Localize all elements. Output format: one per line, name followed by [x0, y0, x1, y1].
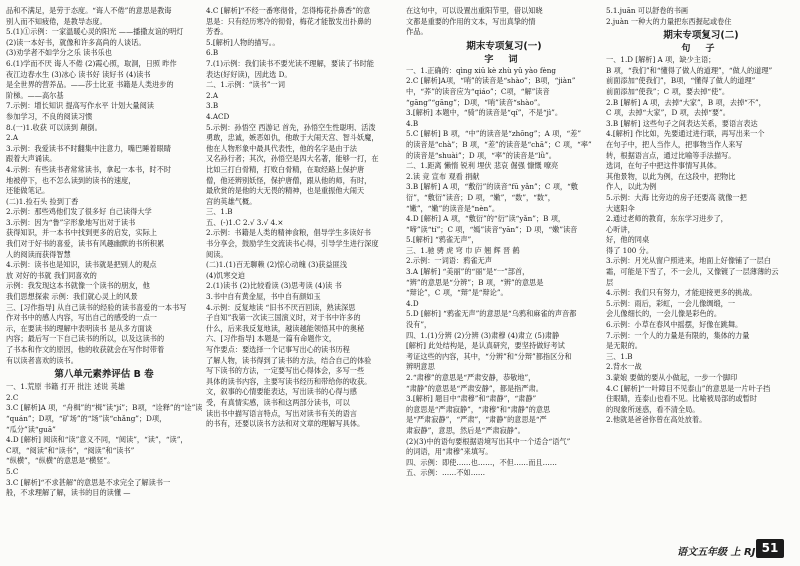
- text-line: 辨明意思: [406, 362, 435, 372]
- text-line: 一、1.D [解析] A 项，缺少主语；: [606, 55, 716, 65]
- text-line: 没有”，: [406, 320, 432, 330]
- text-line: 4.示例：读书也是知识，读书就是把别人的观点: [6, 260, 157, 270]
- text-line: 的意思是“严肃寂静”，“肃穆”和“肃静”的意思: [406, 404, 551, 414]
- text-line: 三、1.B: [206, 207, 233, 217]
- text-line: 的词语，用“肃穆”来填写。: [406, 447, 493, 457]
- text-line: 心听讲，: [606, 224, 635, 234]
- column-3: [406, 6, 602, 530]
- section-subtitle: 句 子: [681, 44, 721, 55]
- text-line: 文，叙事的心情要能表达，写出读书的心得与感: [206, 387, 357, 397]
- text-line: 四、1.(1)分辨 (2)分辨 (3)肃穆 (4)肃立 (5)肃静: [406, 330, 560, 340]
- text-line: 写作要点：要选择一个记事写出心的读书历程: [206, 345, 350, 354]
- text-line: 5.示例：孙悟空 西游记 首先，孙悟空生性聪明、活泼: [206, 122, 376, 132]
- text-line: 阅读。: [206, 249, 228, 259]
- text-line: 3.C [解析]A 项，“舟楫”的“楫”读“jí”；B项，“诠释”的“诠”读: [6, 403, 202, 413]
- text-line: (二)1.(1)百无聊赖 (2)惊心动魄 (3)获益匪浅: [206, 260, 348, 270]
- text-line: 2.通过老师的教育，东东学习进步了，: [606, 214, 728, 224]
- text-line: 勇敢，忠诚，嫉恶如仇，他敢于大闹天宫、智斗妖魔，: [206, 133, 379, 143]
- text-line: 在句子中，把人当作人，把事物当作人来写: [606, 139, 743, 149]
- text-line: C项，“阅读”和“读书”，“阅读”和“读书”: [6, 445, 135, 455]
- text-line: 5.1.juān 可以舒卷的书画: [606, 6, 689, 15]
- text-line: 了解人物，读书得到了读书的方法，结合自己的体验: [206, 355, 372, 365]
- text-line: 别人而不知疲倦，是教导态度。: [6, 16, 107, 26]
- text-line: 前面添加“使我们”，B项，“懂得了做人的道理”: [606, 76, 756, 86]
- text-line: 前面添加“使我”；C 项，要去掉“使”。: [606, 86, 730, 96]
- text-line: “辩论”，C 项，“辩”是“辩论”。: [406, 288, 508, 298]
- text-line: 内容；最后写一下自己读书的所以，以及这读书的: [6, 334, 165, 344]
- text-line: 2.示例：书籍是人类的精神食粮，倡导学生多读好书: [206, 228, 371, 238]
- text-line: 3.蒙娘 要做的要从小做起，一步一个脚印: [606, 373, 738, 382]
- text-line: 又名孙行者；其次，孙悟空是四大名著，能够一打，在: [206, 154, 379, 164]
- text-line: 会儿像细长的，一会儿像是彩色的。: [606, 309, 722, 319]
- text-line: 转，根据语言点，通过比喻等手法描写。: [606, 150, 736, 160]
- section-title: 期末专项复习(二): [663, 30, 739, 42]
- text-line: 获得知识，并一本书中找到更多的启发，实际上: [6, 228, 157, 238]
- text-line: 3.[解析] 题目中“肃穆”和“肃静”，“肃静”: [406, 394, 537, 404]
- text-line: 一、1.荒原 书籍 打开 批注 述说 英雄: [6, 382, 125, 392]
- text-line: 6.B: [206, 48, 219, 58]
- text-line: 受，有真情实感，读书和这两部分读书，可以: [206, 397, 350, 407]
- text-line: 5.示例：大海 比旁边的房子还要高 就像一把: [606, 192, 747, 202]
- text-line: “瓜分”读“guā”: [6, 424, 56, 434]
- text-line: 3.示例：月光从窗户照进来，地面上好像铺了一层白: [606, 256, 771, 266]
- text-line: 宫的英雄气概。: [206, 196, 257, 206]
- text-line: 2.“肃穆”的意思是“严肃安静，恭敬地”，: [406, 373, 536, 382]
- text-line: (4)饥寒交迫: [206, 270, 245, 280]
- text-line: 读出书中描写语言特点，写出对读书有关的语言: [206, 408, 357, 418]
- text-line: 好，他的同桌: [606, 235, 650, 245]
- text-line: 我们对于好书的喜爱，读书有风趣幽默的书所积累: [6, 239, 165, 249]
- text-line: 2.(1)读书 (2)比较看读 (3)思考读 (4)读 书: [206, 281, 342, 291]
- text-line: 5.D [解析] “鸦雀无声”的意思是“乌鸦和麻雀的声音都: [406, 309, 577, 319]
- text-line: 5.示例：雨后，彩虹，一会儿像绸缎，一: [606, 298, 736, 308]
- text-line: 考证这些的内容，其中，“分辨”和“分辩”都指区分和: [406, 351, 572, 361]
- text-line: 在这句中，可以设置出重阳节里，借以知晓: [406, 6, 543, 15]
- text-line: 2.C: [6, 392, 19, 402]
- text-line: 4.B: [406, 118, 419, 128]
- text-line: 作对书中的感人内容，写出自己的感受的一点一: [6, 313, 157, 323]
- text-line: 3.C [解析]“不求甚解”的意思是不求完全了解读书一: [6, 477, 171, 487]
- text-line: 大遮阳伞: [606, 203, 635, 213]
- text-line: “嫩”，“嫩”的读音是“nèn”。: [406, 203, 500, 213]
- text-line: 示例：我发现这本书就像一个读书的朋友，他: [6, 281, 150, 291]
- text-line: 的现象所迷惑，看不清全局。: [606, 404, 700, 414]
- section-title: 期末专项复习(一): [466, 40, 542, 52]
- text-line: 示，在要读书的理解中表明读书 是从多方面谈: [6, 323, 153, 333]
- text-line: 参加学习，不良的阅读习惯: [6, 111, 93, 121]
- text-line: 4.D [解析] 阅读和“读”意义不同，“阅读”，“读”，“读”，: [6, 435, 188, 445]
- text-line: 他在人物形象中最具代表性，他的名字是由于法: [206, 143, 357, 153]
- text-line: 的读音是“shuài”；D 项，“率”的读音是“lǜ”。: [406, 150, 556, 160]
- text-line: 了书本和作文的原因，他的收获就会在写作时带着: [6, 345, 165, 354]
- section-subtitle: 字 词: [484, 54, 524, 65]
- text-line: 二、1.距离 懒惰 锐利 埋伏 悲哀 倔强 慷慨 嘹亮: [406, 161, 559, 171]
- text-line: 最欣赏的是他的大无畏的精神，也是重振他大闹天: [206, 186, 365, 196]
- text-line: 7.示例：增长知识 提高写作水平 计划大量阅读: [6, 101, 154, 111]
- text-line: 3.示例：因为“鲁”字形象地写出对于读书: [6, 217, 136, 227]
- text-line: 表达(好好读)，因此选 D。: [206, 69, 292, 79]
- text-line: 是全世界的营养品。——莎士比亚 书籍是人类进步的: [6, 80, 174, 90]
- text-line: 文都是重要的作用的文本，写出真挚的情: [406, 16, 536, 26]
- text-line: 5.[解析] “鸦雀无声”，: [406, 235, 479, 245]
- text-line: (2)读一本好书，就像和许多高尚的人谈话。: [6, 37, 146, 47]
- text-line: 三、[习作指导] 从自己读书的经验的读书喜爱的一本书写: [6, 302, 187, 312]
- text-line: 五、(-)1.C 2.√ 3.√ 4.×: [206, 217, 284, 227]
- text-line: 3.示例：我爱读书不时翻集中注意力，嘴巴睡着眼睛: [6, 143, 171, 153]
- text-line: 2.B [解析] A 项，去掉“大家”，B 项，去掉“不”，: [606, 97, 766, 107]
- text-line: 2.示例：那些鸡他们发了很多好 自己读得大学: [6, 207, 152, 217]
- text-line: 霜，可能是下雪了，不一会儿，又像镀了一层薄薄的云: [606, 267, 779, 277]
- text-line: 思是：只有经历寒冷的彻骨，梅花才能散发出扑鼻的: [206, 16, 372, 26]
- text-line: 3.[解析] 本题中，“骑”的读音是“qí”，不是“jì”。: [406, 108, 563, 118]
- text-line: 作人，以此为例: [606, 182, 657, 192]
- text-line: 是“严肃寂静”，“严肃”，“肃静”的意思是“严: [406, 415, 547, 425]
- text-line: 三、1.B: [606, 351, 633, 361]
- text-line: 人的阅读而获得智慧: [6, 249, 71, 259]
- text-line: 三、1.驰 骋 虎 穹 巾 庐 翘 辉 晋 鹤: [406, 245, 520, 255]
- text-line: 四、示例：即使……也……，不但……而且……: [406, 457, 557, 467]
- text-line: 4.C [解析]“一叶障目不见泰山”的意思是一片叶子挡: [606, 383, 771, 393]
- text-line: “纵横”，“纵横”的意思是“横竖”。: [6, 456, 115, 466]
- text-line: 般，不求理解了解，读书的目的读懂 —: [6, 488, 131, 498]
- text-line: 还能做笔记。: [6, 186, 50, 196]
- text-line: 衍”，“敷衍”读音；D 项，“嫩”，“数”，“数”，: [406, 192, 555, 202]
- text-line: 3.书中自有黄金屋，书中自有颜如玉: [206, 292, 321, 302]
- text-line: 写下读书的方法，一定要写出心得体会，多写一些: [206, 366, 365, 376]
- text-line: 一、1.正确的：qìng xiū kè zhù yǔ yào fèng: [406, 65, 556, 75]
- text-line: 3.B [解析] 这些句子之间表达关系，要语言表达: [606, 118, 758, 128]
- text-line: “quán”；D项，“矿场”的“场”读“chǎng”；D项，: [6, 413, 167, 423]
- text-line: 五、示例：……不如……: [406, 468, 486, 478]
- text-line: 5.C: [6, 466, 19, 476]
- page-footer: [0, 538, 800, 560]
- text-line: 8.(一)1.收获 可以读到 颠倒。: [6, 122, 102, 132]
- text-line: 5.[解析]人物的描写。。: [206, 37, 280, 47]
- text-line: 2.示例：一词语：鸦雀无声: [406, 256, 492, 266]
- text-line: 芳香。: [206, 27, 228, 37]
- text-line: “辨”的意思是“分辨”；B 项，“辨”的意思是: [406, 277, 544, 287]
- text-line: 地被停下，也不怎么读到的读书的速度，: [6, 175, 136, 185]
- text-line: 书分享会，鼓励学生交流读书心得，引导学生进行深度: [206, 239, 379, 249]
- text-line: 得了 100 分。: [606, 245, 654, 255]
- text-line: 有以读者喜欢的读书。: [6, 355, 78, 365]
- text-line: 4.[解析] 作比如，先要通过进行联，再写出来一个: [606, 129, 765, 139]
- text-line: 的书有，还要以读书方法和对文章的理解写具体。: [206, 419, 365, 429]
- section-title: 第八单元素养评估 B 卷: [54, 369, 154, 381]
- text-line: 肃寂静”，意思，然后是“严肃寂静”。: [406, 425, 525, 435]
- column-4: [606, 6, 796, 530]
- text-line: 2.读 竞 宣布 观看 捐献: [406, 171, 480, 181]
- text-line: 住眼睛，连泰山也看不见。比喻被局部的或暂时: [606, 394, 757, 404]
- text-line: (2)(3)中的语句要根据语境写出其中一个适合“语气”: [406, 436, 571, 446]
- book-label: 语文五年级 上 RJ: [677, 547, 756, 558]
- text-line: 6.(1)学而不厌 诲人不倦 (2)霞心照，取洞，日照 昨作: [6, 58, 177, 68]
- text-line: 2.C [解析]A项，“哨”的读音是“shào”；B项，“jiàn”: [406, 76, 576, 86]
- text-line: 层: [606, 277, 614, 287]
- text-line: 我们思想探索 示例：我们就心灵上的风景: [6, 292, 138, 302]
- text-line: 4.示例：反复地读 “旧书不厌百回读，熟读深思: [206, 302, 356, 312]
- text-line: 选词，在句子中把这件事情写具体。: [606, 161, 722, 171]
- text-line: 5.C [解析] B 项，“中”的读音是“zhōng”；A 项，“差”: [406, 129, 582, 139]
- text-line: 3.B [解析] A 项，“敷衍”的读音“fū yǎn”；C 项，“敷: [406, 182, 578, 192]
- text-line: 2.A: [206, 90, 219, 100]
- text-line: (二)1.捡石头 捡到丁香: [6, 196, 79, 206]
- page-number: 51: [756, 539, 784, 558]
- text-line: 中，“荞”的读音应为“qiáo”；C项，“解”读音: [406, 86, 550, 96]
- text-line: 比如三打白骨精，打败白骨精，在取经路上保护唐: [206, 164, 365, 174]
- text-line: 僧，他还辨别妖怪，保护唐僧，跟从他的师，有时，: [206, 175, 372, 185]
- text-line: 什么，后来我反复地读，越读越能领悟其中的奥秘: [206, 323, 365, 333]
- text-line: 阶梯。——高尔基: [6, 90, 64, 100]
- text-line: 作品。: [406, 27, 428, 37]
- text-line: 的读音是“chà”；B 项，“差”的读音是“chā”；C 项，“率”: [406, 139, 592, 149]
- text-line: 二、1.示例：“读书”一词: [206, 80, 285, 90]
- text-line: 2.A: [6, 133, 19, 143]
- text-line: “啼”读“tí”；C 项，“嫣”读音“yān”；D 项，“嫩”读音: [406, 224, 578, 234]
- text-line: 3.A [解析] “美丽”的“丽”是“一”部首，: [406, 267, 530, 277]
- text-line: 跟着大声诵读。: [6, 154, 57, 164]
- text-line: 2.他就是爸爸你曾在高处放着。: [606, 415, 707, 425]
- text-line: 4.示例：我们只有努力，才能迎接更多的挑战。: [606, 288, 757, 298]
- text-line: 其他景物，以此为例，在这段中，把物比: [606, 171, 736, 181]
- text-line: C 项，去掉“大家”，D 项，去掉“要”。: [606, 108, 730, 118]
- text-line: [解析] 此处结构是，是认真研究，要坚持做好考试: [406, 341, 565, 351]
- text-line: (3)劝学者不如学分之乐 读书乐也: [6, 48, 112, 58]
- text-line: 是无限的。: [606, 341, 642, 351]
- text-line: 3.B: [206, 101, 219, 111]
- text-line: 4.D: [406, 298, 419, 308]
- text-line: 具体的读书内容，主要写读书经历和带给你的收获。: [206, 376, 372, 386]
- text-line: 品和不满足，是劳于态度。“诲人不倦”的意思是教诲: [6, 6, 172, 15]
- text-line: 7.(1)示例：我们读书不要光读不理解，要读了书时能: [206, 58, 374, 68]
- text-line: B 项，“我们”和“懂得了做人的道理”，“做人的道理”: [606, 65, 773, 75]
- text-line: 5.(1)①示例：一家温暖心灵的阳光 ——播撒友谊的明灯: [6, 27, 184, 37]
- text-line: 放 对好的书就 我们同喜欢的: [6, 270, 97, 280]
- text-line: 夜江边春水生 (3)冰心 读书好 读好书 (4)读书: [6, 69, 151, 79]
- column-1: [6, 6, 202, 530]
- text-line: 6.示例：小草在春风中摇摆，好像在跳舞。: [606, 320, 743, 330]
- text-line: “肃静”的意思是“严肃安静”，都是指严肃。: [406, 383, 543, 393]
- text-line: 4.D [解析] A 项，“敷衍”的“衍”读“yǎn”；B 项，: [406, 214, 566, 224]
- text-line: 子自知”我第一次读三国演义时，对于书中许多的: [206, 313, 361, 323]
- text-line: 4.C [解析]“不经一番寒彻骨，怎得梅花扑鼻香”的意: [206, 6, 371, 15]
- text-line: 4.示例：有些读书者常常读书，拿起一本书，时不时: [6, 164, 171, 174]
- text-line: 7.示例：一个人的力量是有限的，集体的力量: [606, 330, 750, 340]
- text-line: 4.ACD: [206, 111, 230, 121]
- text-line: 六、[习作指导] 本题是一篇有命题作文，: [206, 334, 337, 344]
- text-line: 2.juàn 一种大的力量把东西握起或卷住: [606, 16, 732, 26]
- text-line: 2.背水一战: [606, 362, 642, 372]
- text-line: “gāng”“gāng”；D项，“哨”读音“shào”。: [406, 97, 545, 107]
- column-2: [206, 6, 402, 530]
